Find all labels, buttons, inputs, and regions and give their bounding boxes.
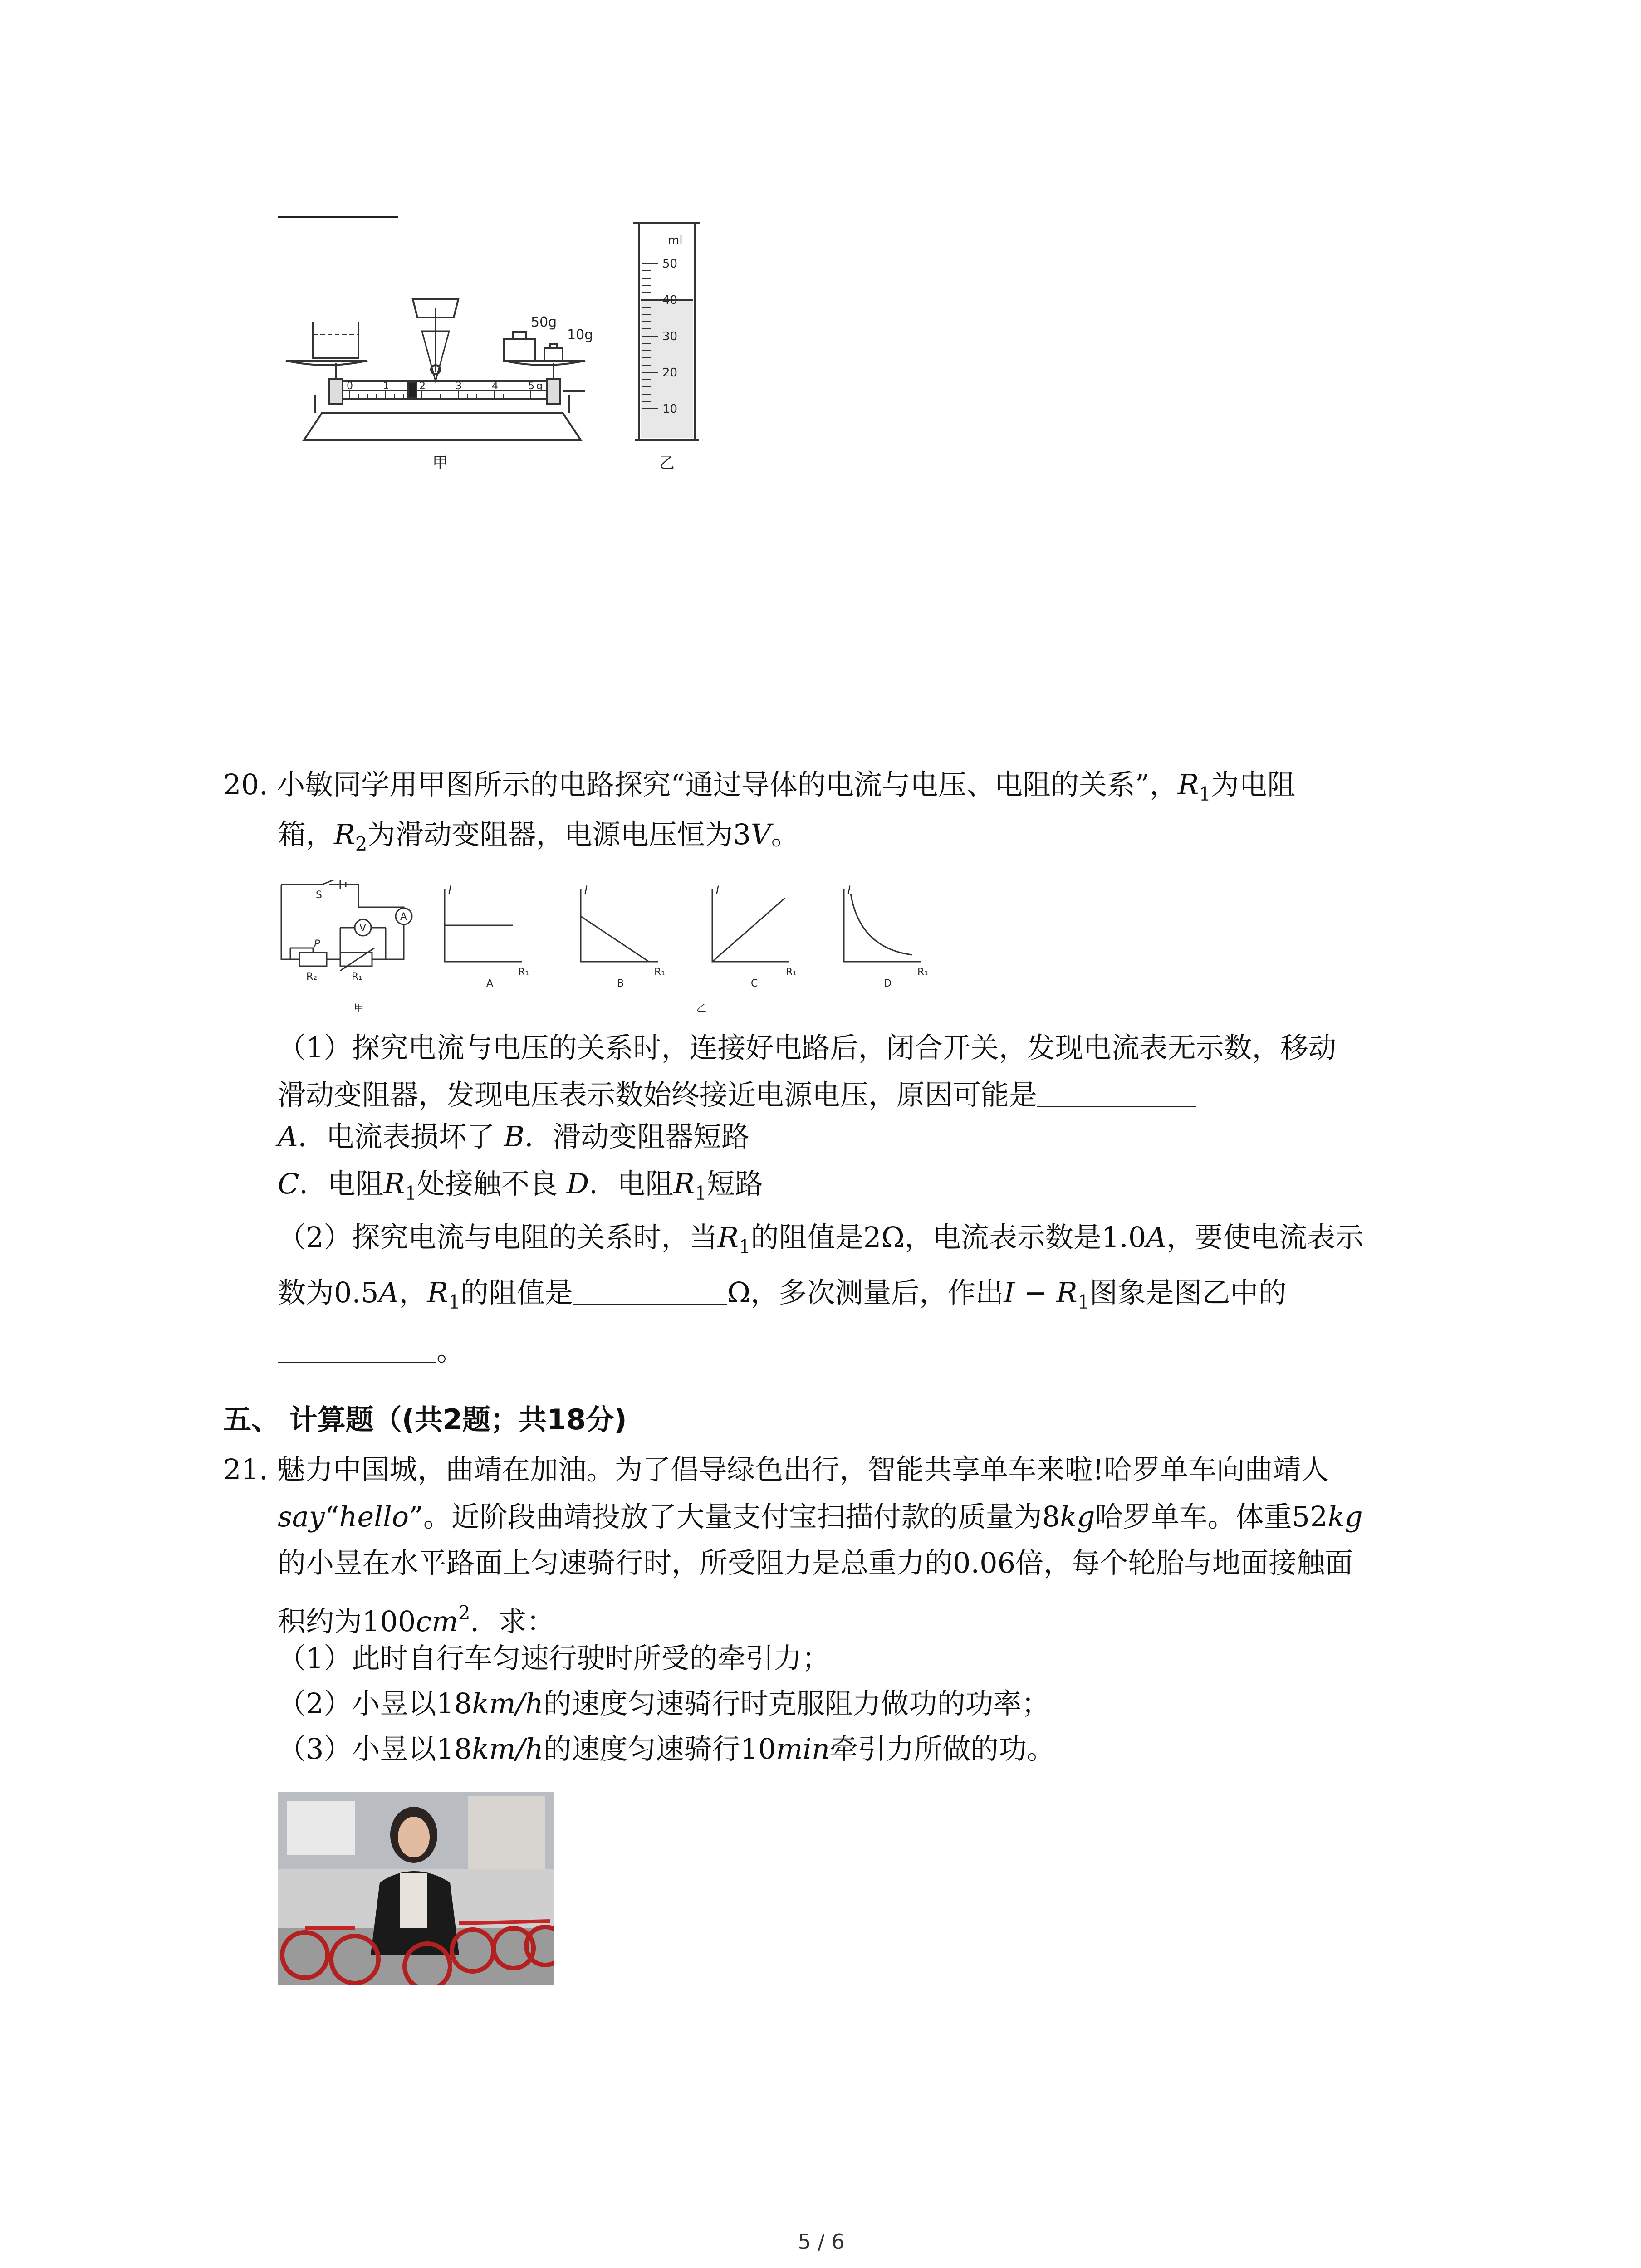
section-title: 五、 计算题（(共2题；共18分): [223, 1403, 627, 1436]
ammeter-label: A: [400, 911, 407, 923]
cylinder-tick-20: 20: [662, 366, 678, 380]
cylinder-tick-30: 30: [662, 330, 678, 343]
slider-label: P: [314, 938, 320, 950]
scale-unit: g: [536, 381, 543, 392]
graph-c-y-label: I: [716, 884, 720, 896]
figure-jia-caption: 甲: [432, 454, 448, 472]
beaker: [313, 322, 358, 358]
r2-label: R₂: [306, 971, 318, 982]
q20-options-cd: C．电阻$R_1$处接触不良 D．电阻$R_1$短路: [278, 1167, 763, 1204]
scale-tick-2: 2: [419, 381, 426, 392]
cylinder-tick-40: 40: [662, 293, 678, 307]
figure-yi-caption: 乙: [659, 454, 675, 472]
voltmeter-label: V: [359, 923, 367, 934]
q20-part1-line1: （1）探究电流与电压的关系时，连接好电路后，闭合开关，发现电流表无示数，移动: [278, 1031, 1337, 1064]
switch-label: S: [316, 890, 322, 901]
circuit-caption: 甲: [354, 1003, 364, 1014]
q20-part2-line2: 数为0.5A，$R_1$的阻值是 Ω，多次测量后，作出$I - R_1$图象是图乙中的: [278, 1276, 1287, 1313]
figure-balance-cylinder: [272, 213, 726, 476]
q21-line3: 的小昱在水平路面上匀速骑行时，所受阻力是总重力的0.06倍，每个轮胎与地面接触面: [278, 1546, 1353, 1579]
graph-b-name: B: [617, 978, 624, 989]
answer-blank-q20-2: [573, 1276, 727, 1305]
page-number: 5 / 6: [798, 2229, 845, 2254]
graph-d-curve: [851, 894, 912, 955]
weight-50g: [504, 339, 535, 361]
graphs-i-r1: [436, 880, 953, 1016]
graph-a-y-label: I: [448, 884, 452, 896]
graph-c-name: C: [751, 978, 758, 989]
cylinder-unit: ml: [668, 234, 683, 247]
graph-d-y-label: I: [847, 884, 851, 896]
scale-tick-0: 0: [347, 381, 353, 392]
weight-label-50g: 50g: [531, 314, 557, 330]
q21-line4: 积约为$100cm^2$．求：: [278, 1602, 555, 1638]
scale-tick-5: 5: [528, 381, 534, 392]
answer-blank-q20-3: [278, 1334, 436, 1363]
r1-label: R₁: [352, 971, 363, 982]
graph-c-curve: [712, 898, 785, 962]
graph-b-curve: [581, 916, 649, 962]
graph-b-y-label: I: [584, 884, 588, 896]
q20-part2-line1: （2）探究电流与电阻的关系时，当$R_1$的阻值是2Ω，电流表示数是1.0A，要使电流表示: [278, 1221, 1364, 1258]
q21-sub2: （2）小昱以18km/h的速度匀速骑行时克服阻力做功的功率；: [278, 1687, 1050, 1720]
bike-share-photo: [278, 1792, 554, 1984]
q20-line1: 20. 小敏同学用甲图所示的电路探究“通过导体的电流与电压、电阻的关系”，$R_1$为电阻: [223, 768, 1296, 805]
weight-label-10g: 10g: [567, 327, 593, 343]
graph-b-x-label: R₁: [654, 967, 666, 978]
graph-d-name: D: [884, 978, 892, 989]
circuit-diagram: [272, 880, 426, 1016]
q21-sub1: （1）此时自行车匀速行驶时所受的牵引力；: [278, 1642, 830, 1675]
balance-base: [304, 413, 581, 440]
graph-c-x-label: R₁: [786, 967, 797, 978]
scale-tick-3: 3: [456, 381, 462, 392]
resistor-r2: [299, 953, 327, 966]
answer-blank-q20-1: [1037, 1078, 1196, 1107]
graph-a-x-label: R₁: [518, 967, 529, 978]
q21-line1: 21. 魅力中国城，曲靖在加油。为了倡导绿色出行，智能共享单车来啦!哈罗单车向曲靖人: [223, 1453, 1329, 1486]
graphs-caption: 乙: [696, 1003, 707, 1014]
graph-d-x-label: R₁: [917, 967, 929, 978]
q20-options-ab: A．电流表损坏了 B．滑动变阻器短路: [278, 1120, 750, 1153]
q21-line2: say“hello”。近阶段曲靖投放了大量支付宝扫描付款的质量为8kg哈罗单车。体重52kg: [278, 1500, 1363, 1533]
graph-a-name: A: [486, 978, 494, 989]
q20-line2: 箱，$R_2$为滑动变阻器，电源电压恒为3V。: [278, 818, 799, 855]
cylinder-tick-10: 10: [662, 402, 678, 416]
q20-part1-line2: 滑动变阻器，发现电压表示数始终接近电源电压，原因可能是: [278, 1077, 1196, 1113]
cylinder-tick-50: 50: [662, 257, 678, 271]
scale-tick-4: 4: [492, 381, 498, 392]
scale-tick-1: 1: [383, 381, 389, 392]
weight-10g: [544, 348, 563, 361]
q20-part2-line3: 。: [278, 1333, 465, 1369]
q21-sub3: （3）小昱以18km/h的速度匀速骑行10min牵引力所做的功。: [278, 1732, 1055, 1765]
